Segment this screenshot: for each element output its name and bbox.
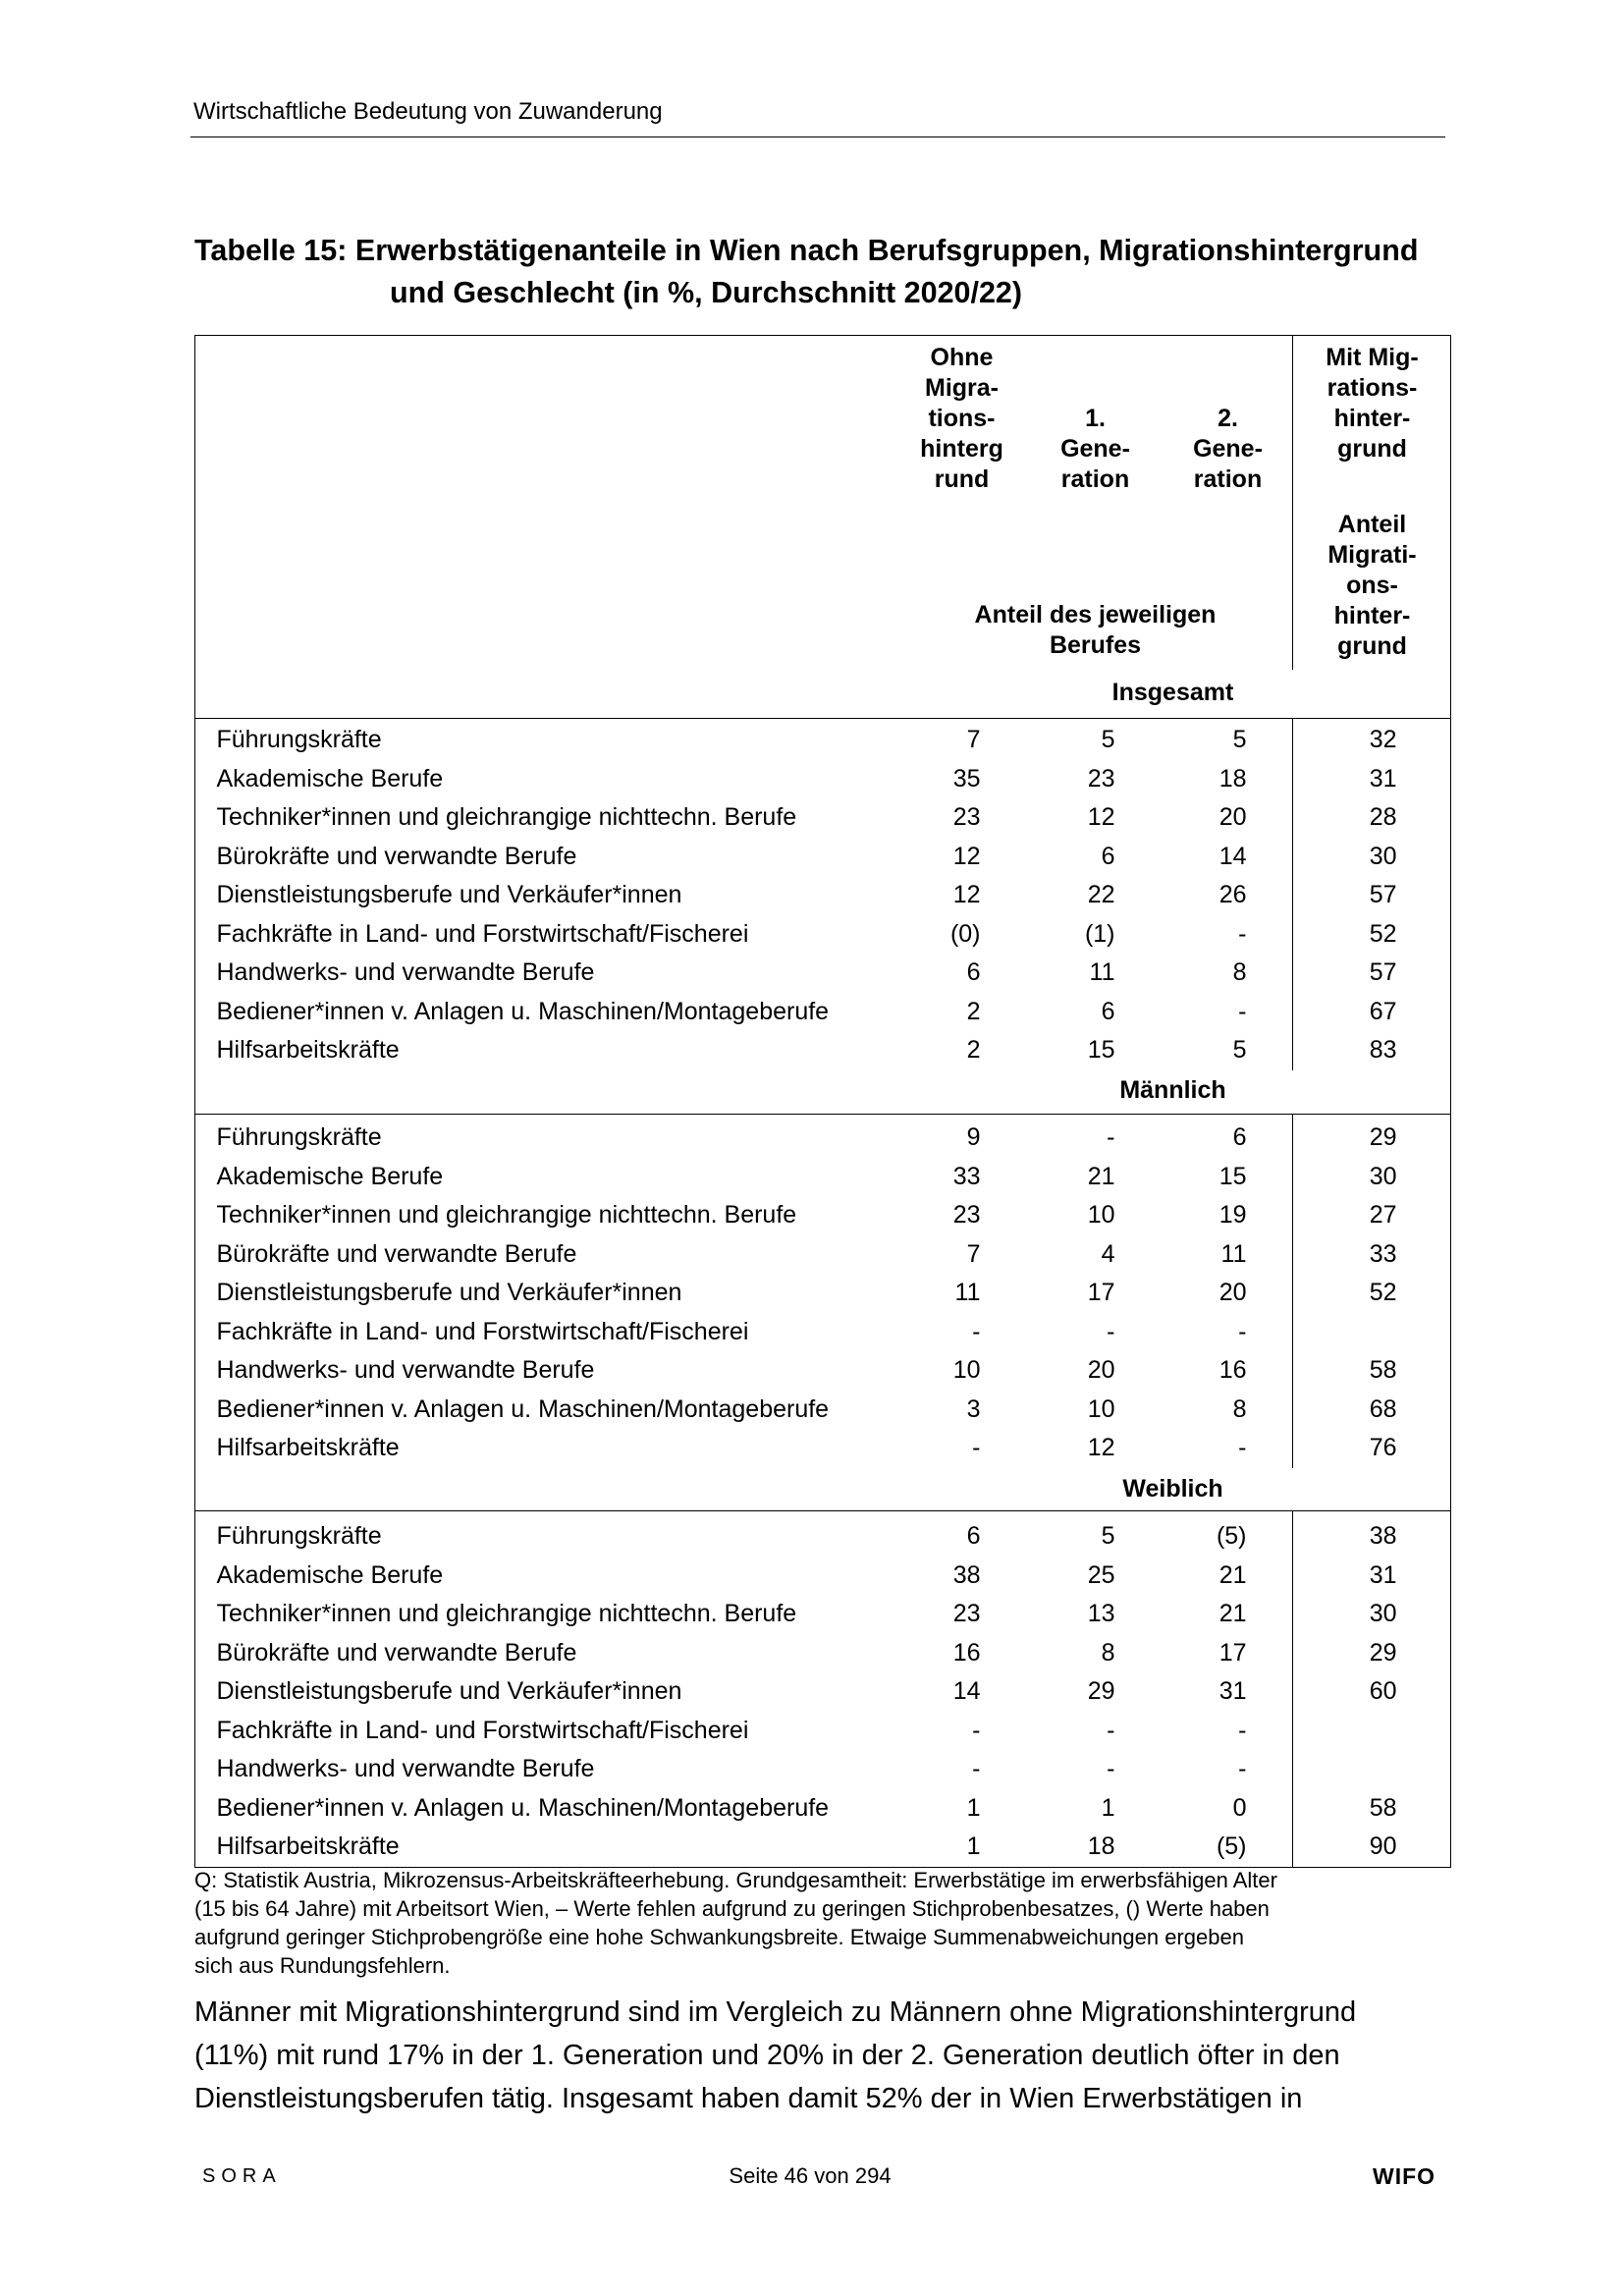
table-row bbox=[195, 1196, 1450, 1235]
value-2-generation: 16 bbox=[1218, 1356, 1247, 1385]
paragraph-line: Dienstleistungsberufen tätig. Insgesamt haben damit 52% der in Wien Erwerbstätigen in bbox=[194, 2083, 1303, 2114]
value-1-generation: - bbox=[1107, 1123, 1115, 1152]
value-mit-migrationshintergrund: 83 bbox=[1369, 1036, 1397, 1064]
source-note bbox=[194, 1866, 1277, 1980]
occupation-cell: Handwerks- und verwandte Berufe bbox=[216, 958, 595, 986]
value-2-generation: 18 bbox=[1218, 764, 1247, 793]
source-note-line: (15 bis 64 Jahre) mit Arbeitsort Wien, – Werte fehlen aufgrund zu geringen Stichprobenbesatzes, () Werte haben bbox=[194, 1896, 1270, 1921]
value-1-generation: - bbox=[1107, 1317, 1115, 1345]
value-2-generation: 8 bbox=[1232, 958, 1247, 986]
value-mit-migrationshintergrund: 28 bbox=[1369, 803, 1397, 831]
value-1-generation: 4 bbox=[1101, 1239, 1115, 1268]
source-note-line: sich aus Rundungsfehlern. bbox=[194, 1953, 451, 1978]
table-row bbox=[195, 954, 1450, 993]
value-mit-migrationshintergrund: 33 bbox=[1369, 1239, 1397, 1268]
paragraph-line: (11%) mit rund 17% in der 1. Generation und 20% in der 2. Generation deutlich öfter in den bbox=[194, 2040, 1340, 2071]
section-label-row bbox=[195, 662, 1450, 719]
value-1-generation: 12 bbox=[1087, 1434, 1115, 1462]
col-header-line: rund bbox=[934, 465, 990, 493]
value-ohne-migrationshintergrund: - bbox=[972, 1434, 981, 1462]
occupation-cell: Akademische Berufe bbox=[216, 764, 444, 793]
value-ohne-migrationshintergrund: 23 bbox=[952, 1600, 981, 1628]
section-rows bbox=[195, 719, 1450, 1070]
occupation-cell: Fachkräfte in Land- und Forstwirtschaft/Fischerei bbox=[216, 1317, 749, 1345]
table-header bbox=[195, 336, 1450, 662]
value-2-generation: 5 bbox=[1232, 1036, 1247, 1064]
table-row bbox=[195, 1391, 1450, 1430]
value-mit-migrationshintergrund: 38 bbox=[1369, 1522, 1397, 1551]
col-header-line: rations- bbox=[1326, 374, 1418, 402]
table-row bbox=[195, 1828, 1450, 1867]
col-header-line: Migra- bbox=[925, 374, 999, 402]
value-1-generation: (1) bbox=[1084, 919, 1115, 948]
occupation-cell: Dienstleistungsberufe und Verkäufer*innen bbox=[216, 881, 682, 908]
value-mit-migrationshintergrund: 30 bbox=[1369, 842, 1397, 870]
table-row bbox=[195, 1595, 1450, 1634]
value-mit-migrationshintergrund: 58 bbox=[1369, 1356, 1397, 1385]
value-ohne-migrationshintergrund: 12 bbox=[952, 881, 981, 908]
value-ohne-migrationshintergrund: 23 bbox=[952, 803, 981, 831]
value-mit-migrationshintergrund: 31 bbox=[1369, 1560, 1397, 1589]
table-body bbox=[195, 662, 1450, 1867]
table-row bbox=[195, 1235, 1450, 1275]
occupation-cell: Führungskräfte bbox=[216, 1522, 382, 1551]
occupation-cell: Hilfsarbeitskräfte bbox=[216, 1832, 400, 1861]
value-mit-migrationshintergrund: 76 bbox=[1369, 1434, 1397, 1462]
occupation-cell: Techniker*innen und gleichrangige nichttechn. Berufe bbox=[216, 803, 797, 831]
value-mit-migrationshintergrund: 32 bbox=[1369, 726, 1397, 753]
col-header-line: ons- bbox=[1346, 572, 1398, 599]
table-row bbox=[195, 1274, 1450, 1313]
col-header-line: Gene- bbox=[1060, 435, 1130, 463]
value-1-generation: 22 bbox=[1087, 881, 1115, 908]
table-row bbox=[195, 915, 1450, 955]
col-header-line: hinter- bbox=[1333, 602, 1411, 629]
col-header-line: grund bbox=[1337, 632, 1407, 660]
table-row bbox=[195, 876, 1450, 915]
value-1-generation: 6 bbox=[1101, 842, 1115, 870]
value-2-generation: 20 bbox=[1218, 1279, 1247, 1307]
value-2-generation: 14 bbox=[1218, 842, 1247, 870]
value-2-generation: 26 bbox=[1218, 881, 1247, 908]
value-2-generation: 8 bbox=[1232, 1394, 1247, 1423]
value-mit-migrationshintergrund: 52 bbox=[1369, 919, 1397, 948]
value-1-generation: 5 bbox=[1101, 1522, 1115, 1551]
col-header-line: 2. bbox=[1218, 405, 1238, 432]
value-1-generation: 10 bbox=[1087, 1394, 1115, 1423]
value-1-generation: 1 bbox=[1101, 1793, 1115, 1822]
table-row bbox=[195, 1429, 1450, 1468]
value-ohne-migrationshintergrund: 6 bbox=[966, 1522, 981, 1551]
occupation-cell: Bürokräfte und verwandte Berufe bbox=[216, 1239, 577, 1268]
value-mit-migrationshintergrund: 57 bbox=[1369, 881, 1397, 908]
value-2-generation: - bbox=[1238, 919, 1247, 948]
table-caption bbox=[194, 230, 1418, 314]
value-1-generation: - bbox=[1107, 1716, 1115, 1744]
value-ohne-migrationshintergrund: 6 bbox=[966, 958, 981, 986]
value-2-generation: 21 bbox=[1218, 1600, 1247, 1628]
value-2-generation: 6 bbox=[1232, 1123, 1247, 1152]
caption-line: Tabelle 15: Erwerbstätigenanteile in Wien nach Berufsgruppen, Migrationshintergrund bbox=[194, 234, 1419, 267]
value-ohne-migrationshintergrund: 38 bbox=[952, 1560, 981, 1589]
table-row bbox=[195, 1750, 1450, 1789]
col-header-line: ration bbox=[1193, 465, 1263, 493]
col-header-line: 1. bbox=[1085, 405, 1106, 432]
table-row bbox=[195, 798, 1450, 838]
value-mit-migrationshintergrund: 30 bbox=[1369, 1600, 1397, 1628]
value-2-generation: 11 bbox=[1220, 1239, 1247, 1268]
paragraph-line: Männer mit Migrationshintergrund sind im Vergleich zu Männern ohne Migrationshintergrund bbox=[194, 1996, 1357, 2028]
page-number: Seite 46 von 294 bbox=[729, 2163, 892, 2188]
occupation-cell: Bediener*innen v. Anlagen u. Maschinen/Montageberufe bbox=[216, 997, 830, 1025]
value-ohne-migrationshintergrund: - bbox=[972, 1317, 981, 1345]
value-1-generation: 13 bbox=[1087, 1600, 1115, 1628]
table-row bbox=[195, 1672, 1450, 1712]
occupation-cell: Fachkräfte in Land- und Forstwirtschaft/Fischerei bbox=[216, 1716, 749, 1744]
body-paragraph bbox=[194, 1991, 1356, 2120]
col-header-line: Ohne bbox=[930, 344, 994, 371]
value-1-generation: 18 bbox=[1087, 1832, 1115, 1861]
table-row bbox=[195, 1557, 1450, 1596]
table-row bbox=[195, 838, 1450, 877]
subheader-anteil-migrationshintergrund bbox=[1304, 510, 1441, 662]
table-row bbox=[195, 1634, 1450, 1673]
value-mit-migrationshintergrund: 29 bbox=[1369, 1638, 1397, 1667]
section-label: Männlich bbox=[1119, 1076, 1226, 1104]
table-row bbox=[195, 1158, 1450, 1197]
value-mit-migrationshintergrund: 31 bbox=[1369, 764, 1397, 793]
col-header-line: Anteil bbox=[1337, 511, 1407, 538]
occupation-cell: Bürokräfte und verwandte Berufe bbox=[216, 1638, 577, 1667]
occupation-cell: Bediener*innen v. Anlagen u. Maschinen/Montageberufe bbox=[216, 1394, 830, 1423]
col-header-line: Anteil des jeweiligen bbox=[974, 601, 1217, 629]
section-label-row bbox=[195, 1468, 1450, 1512]
occupation-cell: Bürokräfte und verwandte Berufe bbox=[216, 842, 577, 870]
occupation-cell: Techniker*innen und gleichrangige nichttechn. Berufe bbox=[216, 1600, 797, 1628]
col-header-line: Mit Mig- bbox=[1326, 344, 1419, 371]
value-mit-migrationshintergrund: 29 bbox=[1369, 1123, 1397, 1152]
value-2-generation: - bbox=[1238, 1755, 1247, 1783]
value-1-generation: 20 bbox=[1087, 1356, 1115, 1385]
col-header-line: grund bbox=[1337, 435, 1407, 463]
value-1-generation: 8 bbox=[1101, 1638, 1115, 1667]
table-row bbox=[195, 1031, 1450, 1070]
value-ohne-migrationshintergrund: 23 bbox=[952, 1201, 981, 1230]
value-2-generation: 21 bbox=[1218, 1560, 1247, 1589]
source-note-line: Q: Statistik Austria, Mikrozensus-Arbeitskräfteerhebung. Grundgesamtheit: Erwerbstätige im erwerbsfähigen Alter bbox=[194, 1868, 1277, 1892]
value-2-generation: 0 bbox=[1232, 1793, 1247, 1822]
value-2-generation: (5) bbox=[1216, 1832, 1247, 1861]
value-ohne-migrationshintergrund: (0) bbox=[949, 919, 981, 948]
value-1-generation: 25 bbox=[1087, 1560, 1115, 1589]
value-1-generation: 23 bbox=[1087, 764, 1115, 793]
col-header-line: ration bbox=[1060, 465, 1130, 493]
value-1-generation: 21 bbox=[1087, 1162, 1115, 1190]
occupation-cell: Bediener*innen v. Anlagen u. Maschinen/Montageberufe bbox=[216, 1793, 830, 1822]
value-ohne-migrationshintergrund: 12 bbox=[952, 842, 981, 870]
subheader-anteil-des-jeweiligen-berufes bbox=[939, 600, 1253, 661]
value-ohne-migrationshintergrund: - bbox=[972, 1755, 981, 1783]
value-2-generation: 31 bbox=[1218, 1677, 1247, 1706]
occupation-cell: Fachkräfte in Land- und Forstwirtschaft/Fischerei bbox=[216, 919, 749, 948]
col-header-line: hinter- bbox=[1333, 405, 1411, 432]
table-row bbox=[195, 1351, 1450, 1391]
table-row bbox=[195, 760, 1450, 799]
value-mit-migrationshintergrund: 60 bbox=[1369, 1677, 1397, 1706]
footer-sora-logo: SORA bbox=[202, 2165, 282, 2187]
value-2-generation: - bbox=[1238, 1716, 1247, 1744]
table-row bbox=[195, 1712, 1450, 1751]
value-ohne-migrationshintergrund: 3 bbox=[966, 1394, 981, 1423]
value-2-generation: - bbox=[1238, 1434, 1247, 1462]
value-ohne-migrationshintergrund: 16 bbox=[952, 1638, 981, 1667]
value-mit-migrationshintergrund: 58 bbox=[1369, 1793, 1397, 1822]
value-2-generation: 5 bbox=[1232, 726, 1247, 753]
value-1-generation: 29 bbox=[1087, 1677, 1115, 1706]
column-divider bbox=[1292, 336, 1293, 670]
value-ohne-migrationshintergrund: - bbox=[972, 1716, 981, 1744]
value-2-generation: (5) bbox=[1216, 1522, 1247, 1551]
value-ohne-migrationshintergrund: 14 bbox=[952, 1677, 981, 1706]
value-mit-migrationshintergrund: 67 bbox=[1369, 997, 1397, 1025]
section-rows bbox=[195, 1511, 1450, 1867]
table-row bbox=[195, 1313, 1450, 1352]
value-2-generation: - bbox=[1238, 1317, 1247, 1345]
table-row bbox=[195, 1119, 1450, 1158]
value-2-generation: 19 bbox=[1218, 1201, 1247, 1230]
occupation-cell: Handwerks- und verwandte Berufe bbox=[216, 1755, 595, 1783]
occupation-cell: Führungskräfte bbox=[216, 726, 382, 753]
value-ohne-migrationshintergrund: 7 bbox=[966, 726, 981, 753]
data-table bbox=[194, 335, 1451, 1868]
running-title: Wirtschaftliche Bedeutung von Zuwanderung bbox=[193, 98, 663, 125]
col-header-line: Gene- bbox=[1193, 435, 1263, 463]
section-label: Insgesamt bbox=[1111, 678, 1234, 706]
occupation-cell: Dienstleistungsberufe und Verkäufer*innen bbox=[216, 1677, 682, 1706]
value-ohne-migrationshintergrund: 2 bbox=[966, 1036, 981, 1064]
value-ohne-migrationshintergrund: 7 bbox=[966, 1239, 981, 1268]
section-label: Weiblich bbox=[1122, 1475, 1223, 1503]
table-row bbox=[195, 1517, 1450, 1557]
caption-line: und Geschlecht (in %, Durchschnitt 2020/22) bbox=[390, 276, 1023, 309]
value-mit-migrationshintergrund: 90 bbox=[1369, 1832, 1397, 1861]
value-1-generation: - bbox=[1107, 1755, 1115, 1783]
table-row bbox=[195, 721, 1450, 760]
value-mit-migrationshintergrund: 57 bbox=[1369, 958, 1397, 986]
col-header-mit-migrationshintergrund bbox=[1304, 343, 1441, 465]
col-header-line: tions- bbox=[928, 405, 996, 432]
occupation-cell: Führungskräfte bbox=[216, 1123, 382, 1152]
value-1-generation: 17 bbox=[1087, 1279, 1115, 1307]
value-ohne-migrationshintergrund: 1 bbox=[966, 1793, 981, 1822]
col-header-line: Berufes bbox=[1049, 631, 1142, 659]
value-ohne-migrationshintergrund: 9 bbox=[966, 1123, 981, 1152]
col-header-1-generation bbox=[1042, 404, 1150, 495]
value-ohne-migrationshintergrund: 33 bbox=[952, 1162, 981, 1190]
occupation-cell: Dienstleistungsberufe und Verkäufer*innen bbox=[216, 1279, 682, 1307]
occupation-cell: Hilfsarbeitskräfte bbox=[216, 1036, 400, 1064]
value-1-generation: 6 bbox=[1101, 997, 1115, 1025]
value-2-generation: - bbox=[1238, 997, 1247, 1025]
col-header-ohne-migrationshintergrund bbox=[903, 343, 1021, 495]
value-ohne-migrationshintergrund: 35 bbox=[952, 764, 981, 793]
value-1-generation: 12 bbox=[1087, 803, 1115, 831]
value-ohne-migrationshintergrund: 1 bbox=[966, 1832, 981, 1861]
col-header-2-generation bbox=[1174, 404, 1282, 495]
value-1-generation: 15 bbox=[1087, 1036, 1115, 1064]
col-header-line: Migrati- bbox=[1327, 541, 1417, 569]
value-2-generation: 20 bbox=[1218, 803, 1247, 831]
value-mit-migrationshintergrund: 52 bbox=[1369, 1279, 1397, 1307]
source-note-line: aufgrund geringer Stichprobengröße eine hohe Schwankungsbreite. Etwaige Summenabweichungen ergeben bbox=[194, 1925, 1244, 1949]
value-mit-migrationshintergrund: 30 bbox=[1369, 1162, 1397, 1190]
value-1-generation: 11 bbox=[1089, 958, 1115, 986]
value-2-generation: 17 bbox=[1218, 1638, 1247, 1667]
table-row bbox=[195, 993, 1450, 1032]
value-ohne-migrationshintergrund: 11 bbox=[954, 1279, 981, 1307]
occupation-cell: Techniker*innen und gleichrangige nichttechn. Berufe bbox=[216, 1201, 797, 1230]
value-ohne-migrationshintergrund: 10 bbox=[952, 1356, 981, 1385]
footer-wifo-logo: WIFO bbox=[1373, 2163, 1436, 2189]
occupation-cell: Handwerks- und verwandte Berufe bbox=[216, 1356, 595, 1385]
value-1-generation: 10 bbox=[1087, 1201, 1115, 1230]
col-header-line: hinterg bbox=[920, 435, 1003, 463]
occupation-cell: Akademische Berufe bbox=[216, 1560, 444, 1589]
section-rows bbox=[195, 1115, 1450, 1468]
occupation-cell: Akademische Berufe bbox=[216, 1162, 444, 1190]
value-ohne-migrationshintergrund: 2 bbox=[966, 997, 981, 1025]
value-mit-migrationshintergrund: 68 bbox=[1369, 1394, 1397, 1423]
section-label-row bbox=[195, 1070, 1450, 1116]
occupation-cell: Hilfsarbeitskräfte bbox=[216, 1434, 400, 1462]
table-row bbox=[195, 1789, 1450, 1829]
value-1-generation: 5 bbox=[1101, 726, 1115, 753]
value-mit-migrationshintergrund: 27 bbox=[1369, 1201, 1397, 1230]
value-2-generation: 15 bbox=[1218, 1162, 1247, 1190]
